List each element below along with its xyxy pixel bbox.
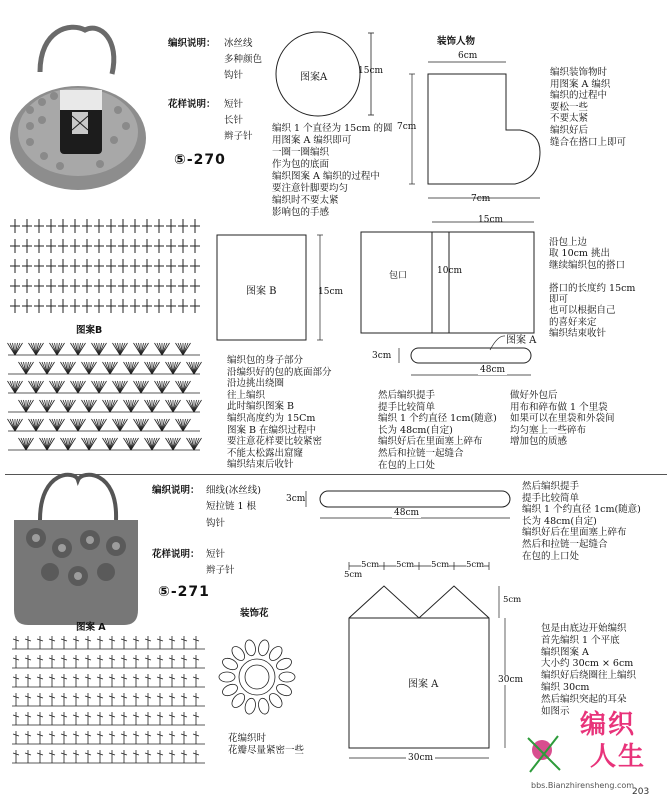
p270-pattern-a-label: 图案A (300, 72, 328, 83)
p271-stitch-item: 辫子针 (206, 565, 235, 576)
cross-grid-chart (10, 219, 200, 313)
p270-pattern-a-dim: 15cm (358, 66, 384, 76)
p270-pattern-id: ⑤-270 (174, 152, 226, 168)
note-line: 也可以根据自己 (549, 305, 616, 317)
deco-boot-shape (409, 62, 540, 198)
note-line: 编织结束收针 (549, 328, 607, 340)
note-line: 继续编织包的搭口 (549, 259, 626, 271)
p270-flap-pattern-a: 图案 A (506, 335, 537, 346)
note-line: 编织高度约为 15Cm (227, 413, 316, 424)
note-line: 编织装饰物时 (550, 67, 608, 78)
note-line: 编织结束后收针 (227, 459, 294, 471)
handle-270-diagram (411, 348, 531, 363)
p271-pattern-id: ⑤-271 (158, 584, 210, 600)
logo-text-line1: 编织 (580, 710, 637, 740)
flower-petal (244, 639, 257, 657)
note-line: 编织好后 (550, 125, 589, 136)
flower-petal (219, 672, 235, 682)
note-line: 不要太紧 (550, 113, 589, 125)
note-line: 作为包的底面 (272, 159, 330, 170)
p271-dim-top: 5cm (431, 560, 450, 570)
note-line: 用图案 A 编织 (550, 78, 611, 90)
p271-dim-top-left: 5cm (344, 570, 363, 580)
note-line: 均匀塞上一些碎布 (510, 424, 587, 436)
p270-knit-item: 钩针 (224, 70, 244, 81)
note-line: 即可 (549, 294, 569, 305)
p271-pattern-a-caption: 图案 A (76, 622, 106, 633)
note-line: 然后编织提手 (522, 481, 580, 492)
note-line: 用布和碎布做 1 个里袋 (510, 401, 608, 413)
note-line: 编织包的身子部分 (227, 355, 304, 366)
p270-handle-height: 3cm (372, 351, 392, 361)
p270-deco-width: 6cm (458, 51, 478, 61)
p270-stitch-item: 辫子针 (224, 131, 253, 142)
note-line: 长为 48cm(自定) (522, 515, 597, 527)
note-line: 沿包上边 (549, 237, 588, 248)
note-line: 搭口的长度约 15cm (549, 282, 636, 294)
note-line: 在包的上口处 (522, 550, 580, 562)
note-line: 要松一些 (550, 101, 589, 113)
page-number: 203 (632, 787, 650, 797)
shell-stitch-chart (8, 343, 202, 450)
note-line: 图案 B 在编织过程中 (227, 424, 317, 436)
note-line: 编织 1 个约直径 1cm(随意) (522, 504, 641, 516)
flower-petal (257, 697, 270, 715)
flower-petal (267, 691, 285, 710)
flower-petal (267, 644, 285, 663)
p270-flap-width: 15cm (478, 215, 504, 225)
p271-pattern-a-label: 图案 A (408, 679, 439, 690)
p270-knit-title: 编织说明： (168, 38, 216, 49)
p271-dim-top: 5cm (361, 560, 380, 570)
p271-stitch-item: 短针 (206, 549, 226, 560)
note-line: 然后编织突起的耳朵 (541, 693, 627, 705)
flower-petal (229, 644, 247, 663)
flower-petal (279, 672, 295, 682)
note-line: 包是由底边开始编织 (541, 623, 627, 634)
note-line: 不能太松露出窟窿 (227, 447, 304, 459)
note-line: 沿边挑出绕圈 (227, 378, 285, 390)
note-line: 编织 30cm (541, 682, 590, 693)
p271-flower-note: 花编织时 (228, 733, 267, 744)
logo-knitting-icon (528, 736, 560, 772)
section-divider (5, 474, 667, 475)
bag-271-pattern-shape (349, 562, 505, 758)
note-line: 取 10cm 挑出 (549, 248, 610, 260)
p270-flap-label: 包口 (389, 271, 408, 281)
flower-petals (219, 639, 295, 715)
flower-petal (229, 691, 247, 710)
logo-url: bbs.Bianzhirensheng.com (531, 781, 635, 790)
p271-dim-top: 5cm (396, 560, 415, 570)
note-line: 此时编织图案 B (227, 401, 295, 413)
p271-stitch-title: 花样说明： (152, 549, 200, 560)
deco-flower (239, 659, 275, 695)
note-line: 如果可以在里袋和外袋间 (510, 413, 615, 425)
p271-handle-height: 3cm (286, 494, 306, 504)
p271-flower-note: 花瓣尽量紧密一些 (228, 745, 305, 756)
handle-271-diagram (320, 491, 510, 507)
note-line: 用图案 A 编织即可 (272, 135, 352, 146)
p270-flap-height: 10cm (437, 266, 463, 276)
note-line: 提手比较简单 (378, 401, 436, 413)
p270-pattern-b-caption: 图案B (76, 325, 103, 336)
bag-270-photo (10, 27, 146, 190)
note-line: 编织图案 A (541, 646, 589, 658)
p270-deco-bottom: 7cm (471, 194, 491, 204)
flower-petal (257, 639, 270, 657)
p270-stitch-title: 花样说明： (168, 99, 216, 110)
bag-271-photo (14, 475, 138, 625)
note-line: 在包的上口处 (378, 459, 436, 471)
note-line: 编织好后绕圈往上编织 (541, 670, 637, 682)
p271-handle-width: 48cm (394, 508, 420, 518)
note-line: 缝合在搭口上即可 (550, 136, 627, 148)
flower-petal (244, 697, 257, 715)
pattern-a-271-chart (12, 636, 205, 763)
p271-knit-item: 短拉链 1 根 (206, 501, 257, 512)
note-line: 一圈一圈编织 (272, 147, 330, 158)
p271-dim-bottom: 30cm (408, 753, 434, 763)
note-line: 要注意花样要比较紧密 (227, 436, 323, 448)
note-line: 影响包的手感 (272, 207, 330, 218)
note-line: 编织的过程中 (550, 90, 608, 102)
note-line: 编织图案 A 编织的过程中 (272, 171, 380, 182)
p270-pattern-b-dim: 15cm (318, 287, 344, 297)
note-line: 的喜好来定 (549, 316, 597, 328)
p271-knit-title: 编织说明： (152, 485, 200, 496)
note-line: 首先编织 1 个平底 (541, 634, 620, 646)
note-line: 如图示 (541, 705, 570, 717)
p271-dim-top: 5cm (466, 560, 485, 570)
note-line: 编织时不要太紧 (272, 195, 339, 206)
p270-handle-width: 48cm (480, 365, 506, 375)
note-line: 编织好后在里面塞上碎布 (522, 527, 627, 539)
note-line: 编织 1 个直径为 15cm 的圆 (272, 123, 393, 134)
note-line: 编织 1 个约直径 1cm(随意) (378, 413, 497, 425)
note-line: 然后编织提手 (378, 390, 436, 401)
p271-knit-item: 细线(冰丝线) (206, 485, 261, 496)
note-line: 然后和拉链一起缝合 (522, 539, 608, 550)
p270-deco-title: 装饰人物 (437, 36, 476, 47)
p271-dim-side: 30cm (498, 675, 524, 685)
p270-deco-height: 7cm (397, 122, 417, 132)
note-line: 往上编织 (227, 389, 266, 401)
p270-stitch-item: 长针 (224, 115, 244, 126)
note-line: 增加包的质感 (510, 436, 568, 448)
p270-stitch-item: 短针 (224, 99, 244, 110)
p271-knit-item: 钩针 (206, 518, 226, 529)
p270-knit-item: 冰丝线 (224, 38, 253, 49)
note-line: 编织好后在里面塞上碎布 (378, 436, 483, 448)
p271-flower-title: 装饰花 (240, 608, 269, 619)
note-line: 要注意针脚要均匀 (272, 183, 349, 194)
note-line: 然后和拉链一起缝合 (378, 448, 464, 459)
note-line: 沿编织好的包的底面部分 (227, 366, 332, 378)
note-line: 长为 48cm(自定) (378, 424, 453, 436)
note-line: 大小约 30cm × 6cm (541, 658, 634, 670)
logo-text-line2: 人生 (590, 742, 647, 772)
p270-knit-item: 多种颜色 (224, 54, 263, 65)
note-line: 做好外包后 (510, 390, 558, 401)
p270-pattern-b-label: 图案 B (246, 286, 277, 297)
p271-dim-side-top: 5cm (503, 595, 522, 605)
note-line: 提手比较简单 (522, 492, 580, 504)
